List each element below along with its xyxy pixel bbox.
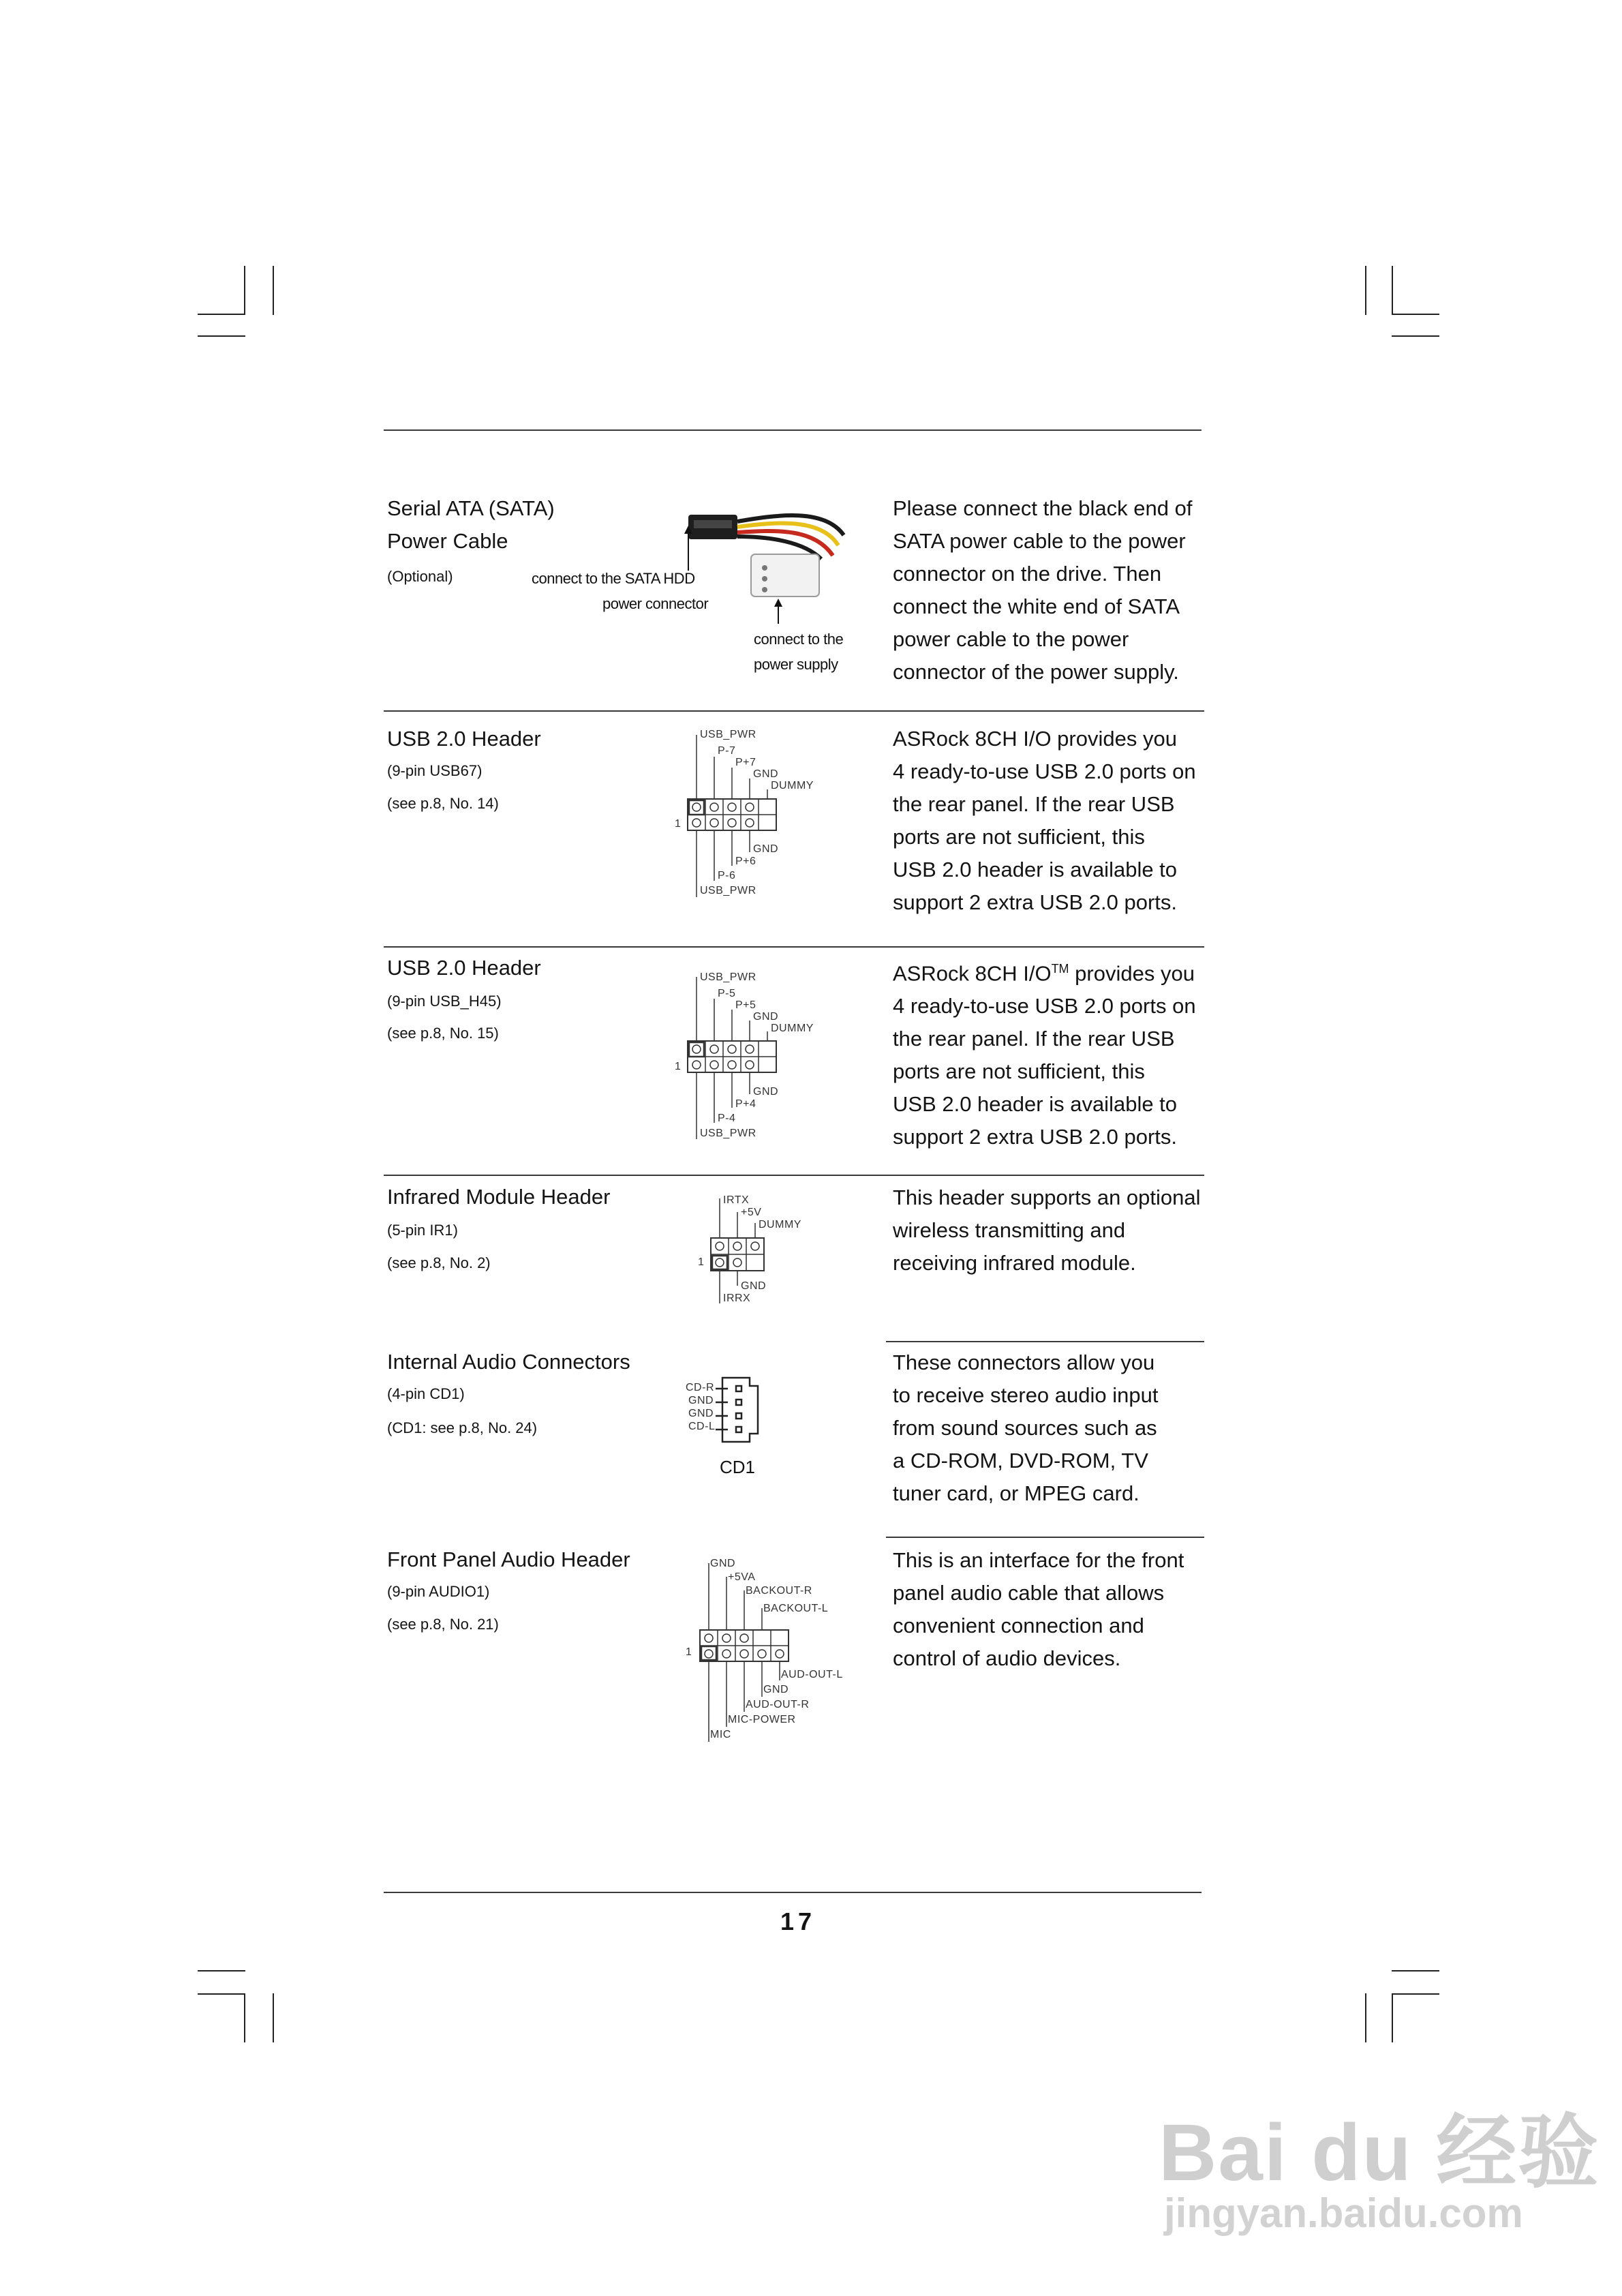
molex-connector: [751, 554, 819, 596]
pin-label: P+7: [735, 757, 756, 768]
page-number: 17: [780, 1907, 816, 1935]
pin-label: +5VA: [728, 1571, 756, 1583]
pin-label: IRTX: [723, 1194, 750, 1206]
pin-label: GND: [753, 843, 779, 855]
pin-label: GND: [763, 1684, 789, 1695]
pin-label: P-5: [718, 988, 736, 999]
section-description: This is an interface for the front panel audio cable that allows convenient connection and control of audio devices.: [893, 1548, 1184, 1670]
caption-psu: connect to the: [754, 631, 844, 648]
pin-label: DUMMY: [759, 1219, 801, 1230]
section-divider: [384, 946, 1204, 948]
trademark: TM: [1051, 962, 1069, 976]
pin-label: GND: [688, 1408, 714, 1419]
section-divider: [384, 1175, 1204, 1176]
pin-label: GND: [753, 1086, 779, 1098]
pin-label: +5V: [741, 1207, 762, 1218]
section-pin-info: (4-pin CD1): [387, 1385, 465, 1402]
usb-h45-pin-diagram: [682, 971, 791, 1142]
section-pin-info: (5-pin IR1): [387, 1222, 458, 1239]
pin-label: IRRX: [723, 1293, 751, 1304]
section-divider: [384, 710, 1204, 712]
pin-label: AUD-OUT-L: [781, 1669, 843, 1680]
section-optional-note: (Optional): [387, 568, 453, 585]
pin-label: CD-L: [688, 1421, 716, 1432]
watermark-logo: Bai du 经验: [1159, 2108, 1600, 2198]
pin-label: GND: [753, 1011, 779, 1023]
section-title: Front Panel Audio Header: [387, 1547, 630, 1571]
section-divider: [886, 1341, 1204, 1342]
pin-label: GND: [710, 1558, 736, 1569]
section-page-ref: (see p.8, No. 2): [387, 1254, 491, 1271]
section-title: Infrared Module Header: [387, 1185, 611, 1209]
pin1-marker: 1: [686, 1646, 692, 1658]
section-pin-info: (9-pin AUDIO1): [387, 1583, 490, 1600]
usb67-pin-diagram: [682, 729, 791, 900]
pin-label: P-7: [718, 745, 736, 757]
section-pin-info: (9-pin USB_H45): [387, 993, 502, 1010]
pin-label: BACKOUT-R: [746, 1585, 812, 1597]
section-title-line2: Power Cable: [387, 529, 508, 553]
section-description: Please connect the black end of SATA power cable to the power connector on the drive. Then connect the white end of SATA power cable to the power connector of the power supply.: [893, 496, 1193, 684]
pin1-marker: 1: [675, 1061, 682, 1072]
section-title: Internal Audio Connectors: [387, 1350, 630, 1374]
section-description: ASRock 8CH I/O™ provides you 4 ready-to-use USB 2.0 ports on the rear panel. If the rear USB ports are not sufficient, this USB 2.0 header is available to support 2 extra USB 2.0 ports.: [893, 961, 1196, 1149]
pin-label: AUD-OUT-R: [746, 1699, 810, 1710]
pin-label: MIC: [710, 1729, 731, 1740]
caption-hdd-line2: power connector: [602, 595, 709, 612]
section-title: USB 2.0 Header: [387, 727, 541, 751]
pin-label: P+4: [735, 1098, 756, 1110]
pin-label: GND: [741, 1280, 767, 1292]
section-description: This header supports an optional wireless transmitting and receiving infrared module.: [893, 1185, 1201, 1275]
watermark-url: jingyan.baidu.com: [1164, 2190, 1523, 2236]
section-page-ref: (see p.8, No. 15): [387, 1025, 499, 1042]
section-title: USB 2.0 Header: [387, 956, 541, 980]
pin-label: USB_PWR: [700, 971, 756, 983]
section-pin-info: (9-pin USB67): [387, 762, 483, 779]
pin-label: USB_PWR: [700, 1128, 756, 1139]
section-description: ASRock 8CH I/O provides you 4 ready-to-use USB 2.0 ports on the rear panel. If the rear USB ports are not sufficient, this USB 2.0 header is available to support 2 extra USB 2.0 ports.: [893, 727, 1196, 914]
section-title: Serial ATA (SATA): [387, 496, 555, 520]
pin-label: GND: [753, 768, 779, 780]
pin-label: USB_PWR: [700, 885, 756, 896]
pin1-marker: 1: [698, 1256, 705, 1268]
pin-label: CD-R: [686, 1382, 714, 1393]
pin-label: GND: [688, 1395, 714, 1406]
pin-label: BACKOUT-L: [763, 1603, 829, 1614]
pin-label: USB_PWR: [700, 729, 756, 740]
top-rule: [384, 429, 1202, 431]
section-page-ref: (see p.8, No. 14): [387, 795, 499, 812]
pin-label: P-4: [718, 1113, 736, 1124]
section-divider: [886, 1537, 1204, 1538]
pin-label: MIC-POWER: [728, 1714, 796, 1725]
section-page-ref: (see p.8, No. 21): [387, 1616, 499, 1633]
pin-label: P+6: [735, 856, 756, 867]
bottom-rule: [384, 1892, 1202, 1893]
pin-label: P-6: [718, 870, 736, 881]
cd1-label: CD1: [720, 1457, 756, 1477]
section-description: These connectors allow you to receive stereo audio input from sound sources such as a CD-ROM, DVD-ROM, TV tuner card, or MPEG card.: [893, 1350, 1159, 1505]
pin-label: P+5: [735, 999, 756, 1011]
caption-psu-line2: power supply: [754, 656, 838, 673]
pin1-marker: 1: [675, 818, 682, 830]
cd1-connector-diagram: [716, 1374, 770, 1449]
caption-hdd: connect to the SATA HDD: [532, 570, 695, 587]
pin-label: DUMMY: [771, 1023, 814, 1034]
section-page-ref: (CD1: see p.8, No. 24): [387, 1419, 538, 1436]
pin-label: DUMMY: [771, 780, 814, 791]
